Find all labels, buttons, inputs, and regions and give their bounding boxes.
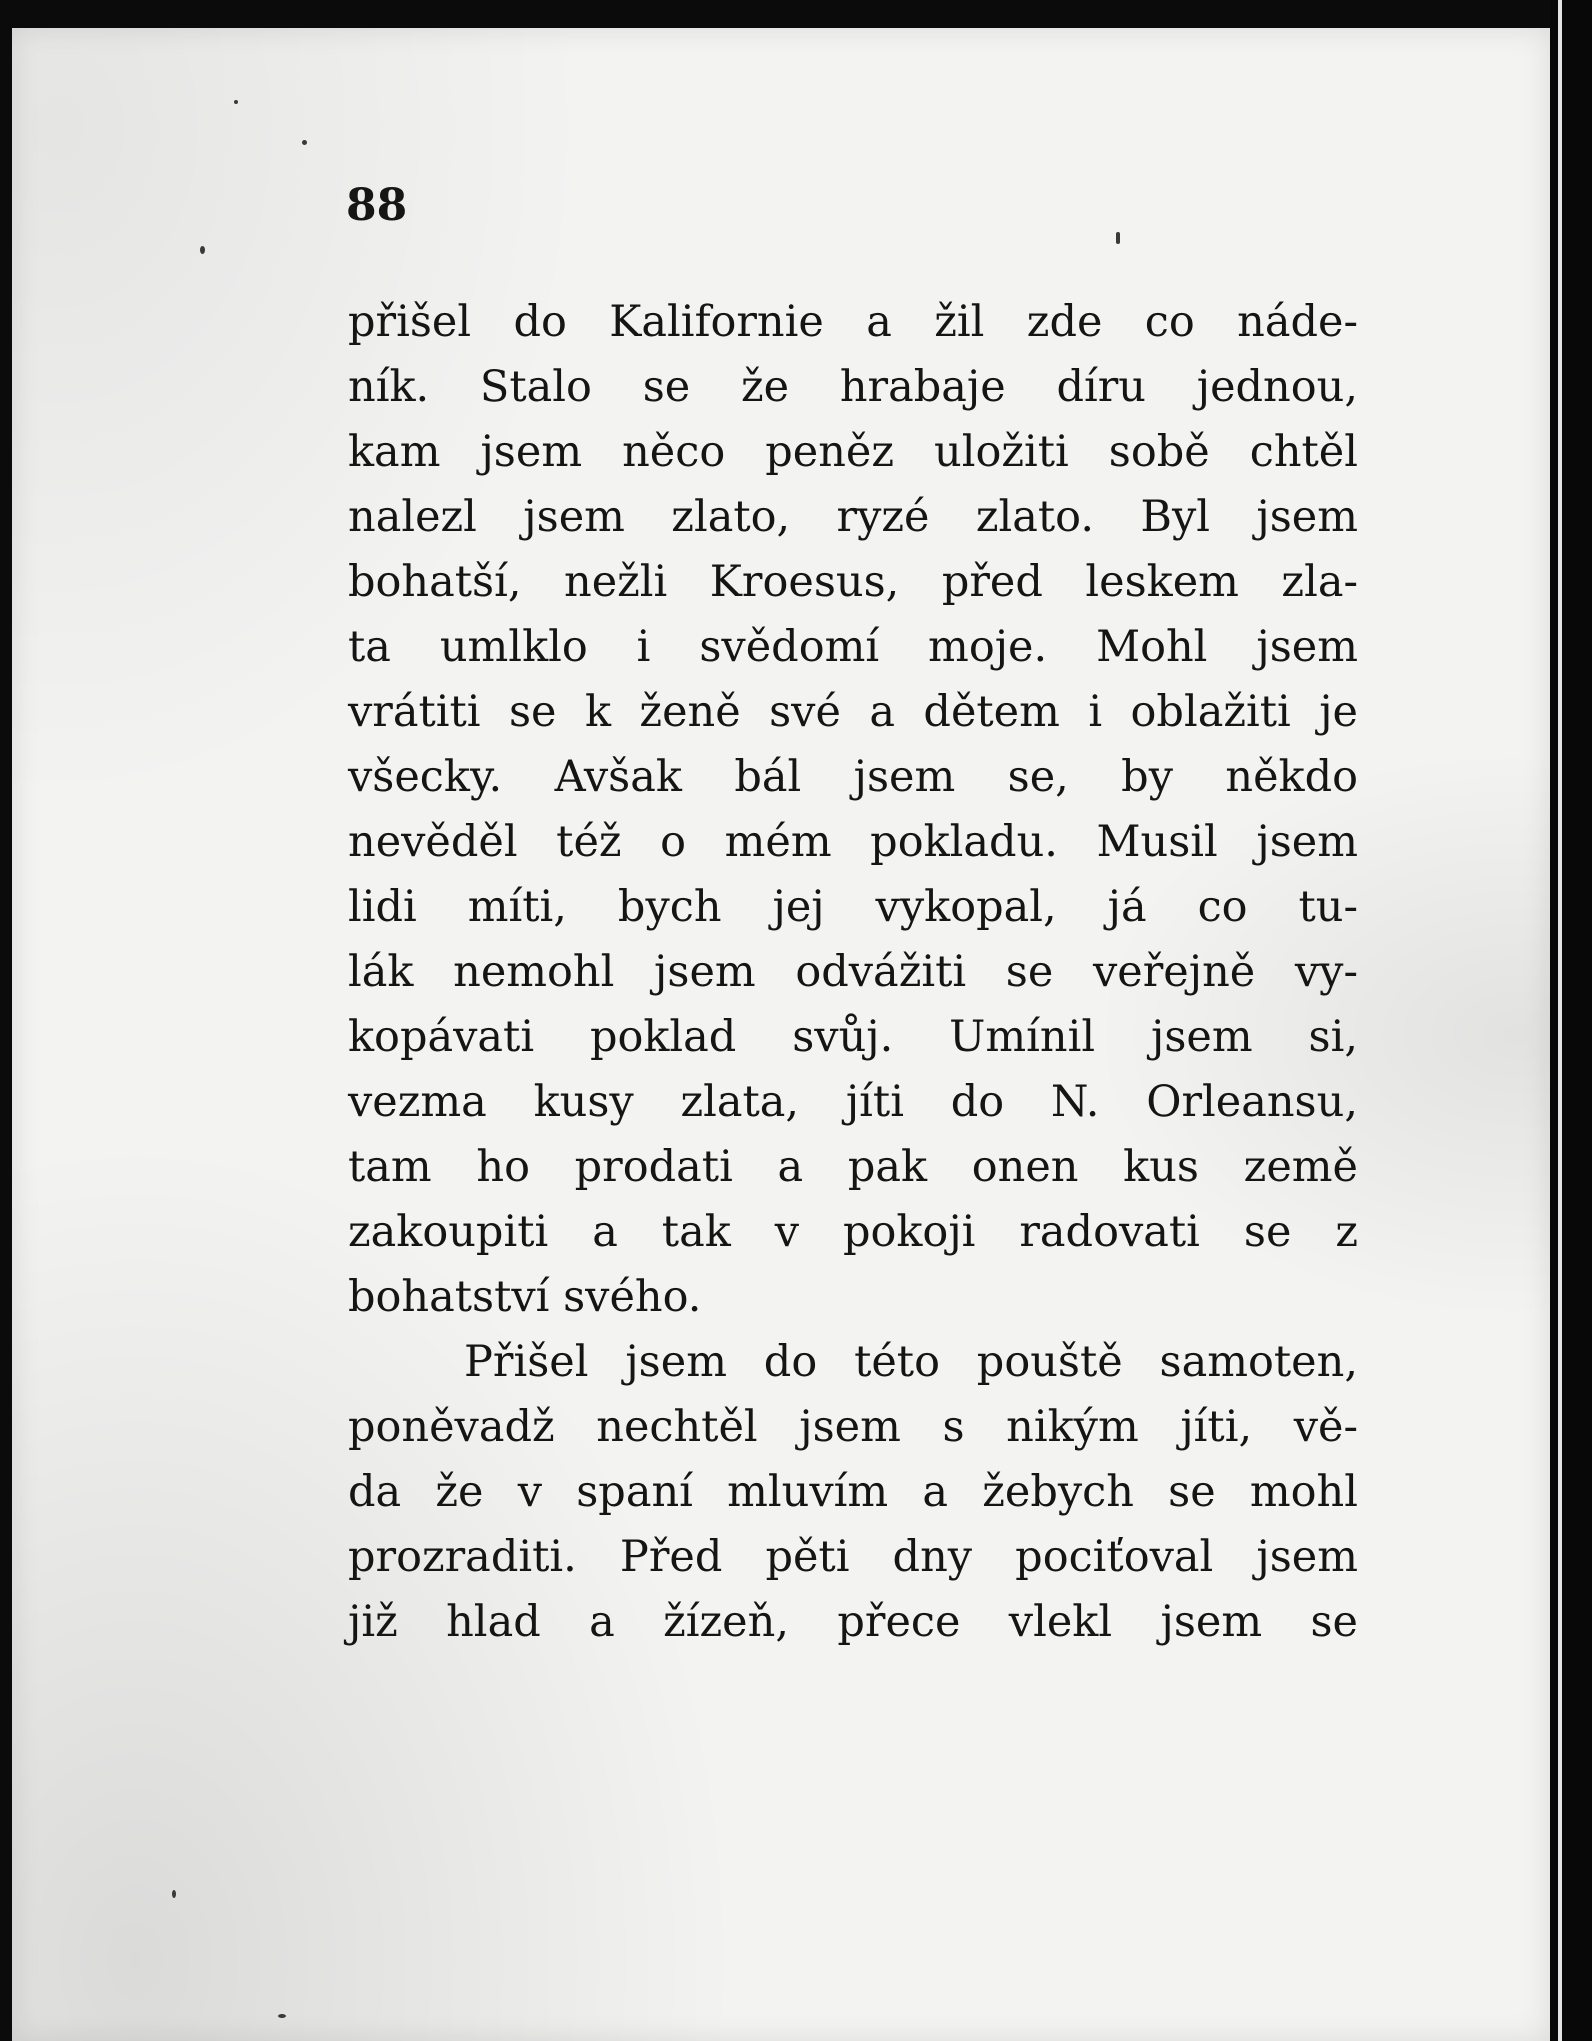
text-line: kam jsem něco peněz uložiti sobě chtěl xyxy=(348,427,1358,477)
text-line: da že v spaní mluvím a žebych se mohl xyxy=(348,1467,1358,1517)
text-line: přišel do Kalifornie a žil zde co náde- xyxy=(348,297,1358,347)
print-speck xyxy=(234,100,238,104)
print-speck xyxy=(172,1890,176,1898)
text-line: Přišel jsem do této pouště samoten, xyxy=(464,1337,1358,1387)
text-line: ník. Stalo se že hrabaje díru jednou, xyxy=(348,362,1358,412)
paragraph-1 xyxy=(348,290,1358,1330)
book-spine xyxy=(1550,0,1592,2041)
text-line: zakoupiti a tak v pokoji radovati se z xyxy=(348,1207,1358,1257)
text-line: nevěděl též o mém pokladu. Musil jsem xyxy=(348,817,1358,867)
text-line: nalezl jsem zlato, ryzé zlato. Byl jsem xyxy=(348,492,1358,542)
print-speck xyxy=(302,140,307,145)
page-number: 88 xyxy=(346,180,408,231)
text-line: ta umlklo i svědomí moje. Mohl jsem xyxy=(348,622,1358,672)
text-line: vrátiti se k ženě své a dětem i oblažiti je xyxy=(348,687,1358,737)
print-speck xyxy=(278,2014,286,2018)
print-speck xyxy=(200,246,205,254)
text-line: vezma kusy zlata, jíti do N. Orleansu, xyxy=(348,1077,1358,1127)
text-line: lák nemohl jsem odvážiti se veřejně vy- xyxy=(348,947,1358,997)
text-line: prozraditi. Před pěti dny pociťoval jsem xyxy=(348,1532,1358,1582)
text-line: bohatství svého. xyxy=(348,1272,702,1322)
page-edge xyxy=(1558,0,1562,2041)
text-line: poněvadž nechtěl jsem s nikým jíti, vě- xyxy=(348,1402,1358,1452)
print-speck xyxy=(1116,232,1120,244)
text-line: všecky. Avšak bál jsem se, by někdo xyxy=(348,752,1358,802)
text-line: tam ho prodati a pak onen kus země xyxy=(348,1142,1358,1192)
body-text xyxy=(348,290,1358,1655)
text-line: již hlad a žízeň, přece vlekl jsem se xyxy=(348,1597,1358,1647)
book-page xyxy=(12,28,1550,2041)
text-line: lidi míti, bych jej vykopal, já co tu- xyxy=(348,882,1358,932)
paragraph-2 xyxy=(348,1330,1358,1655)
text-line: bohatší, nežli Kroesus, před leskem zla- xyxy=(348,557,1358,607)
text-line: kopávati poklad svůj. Umínil jsem si, xyxy=(348,1012,1358,1062)
